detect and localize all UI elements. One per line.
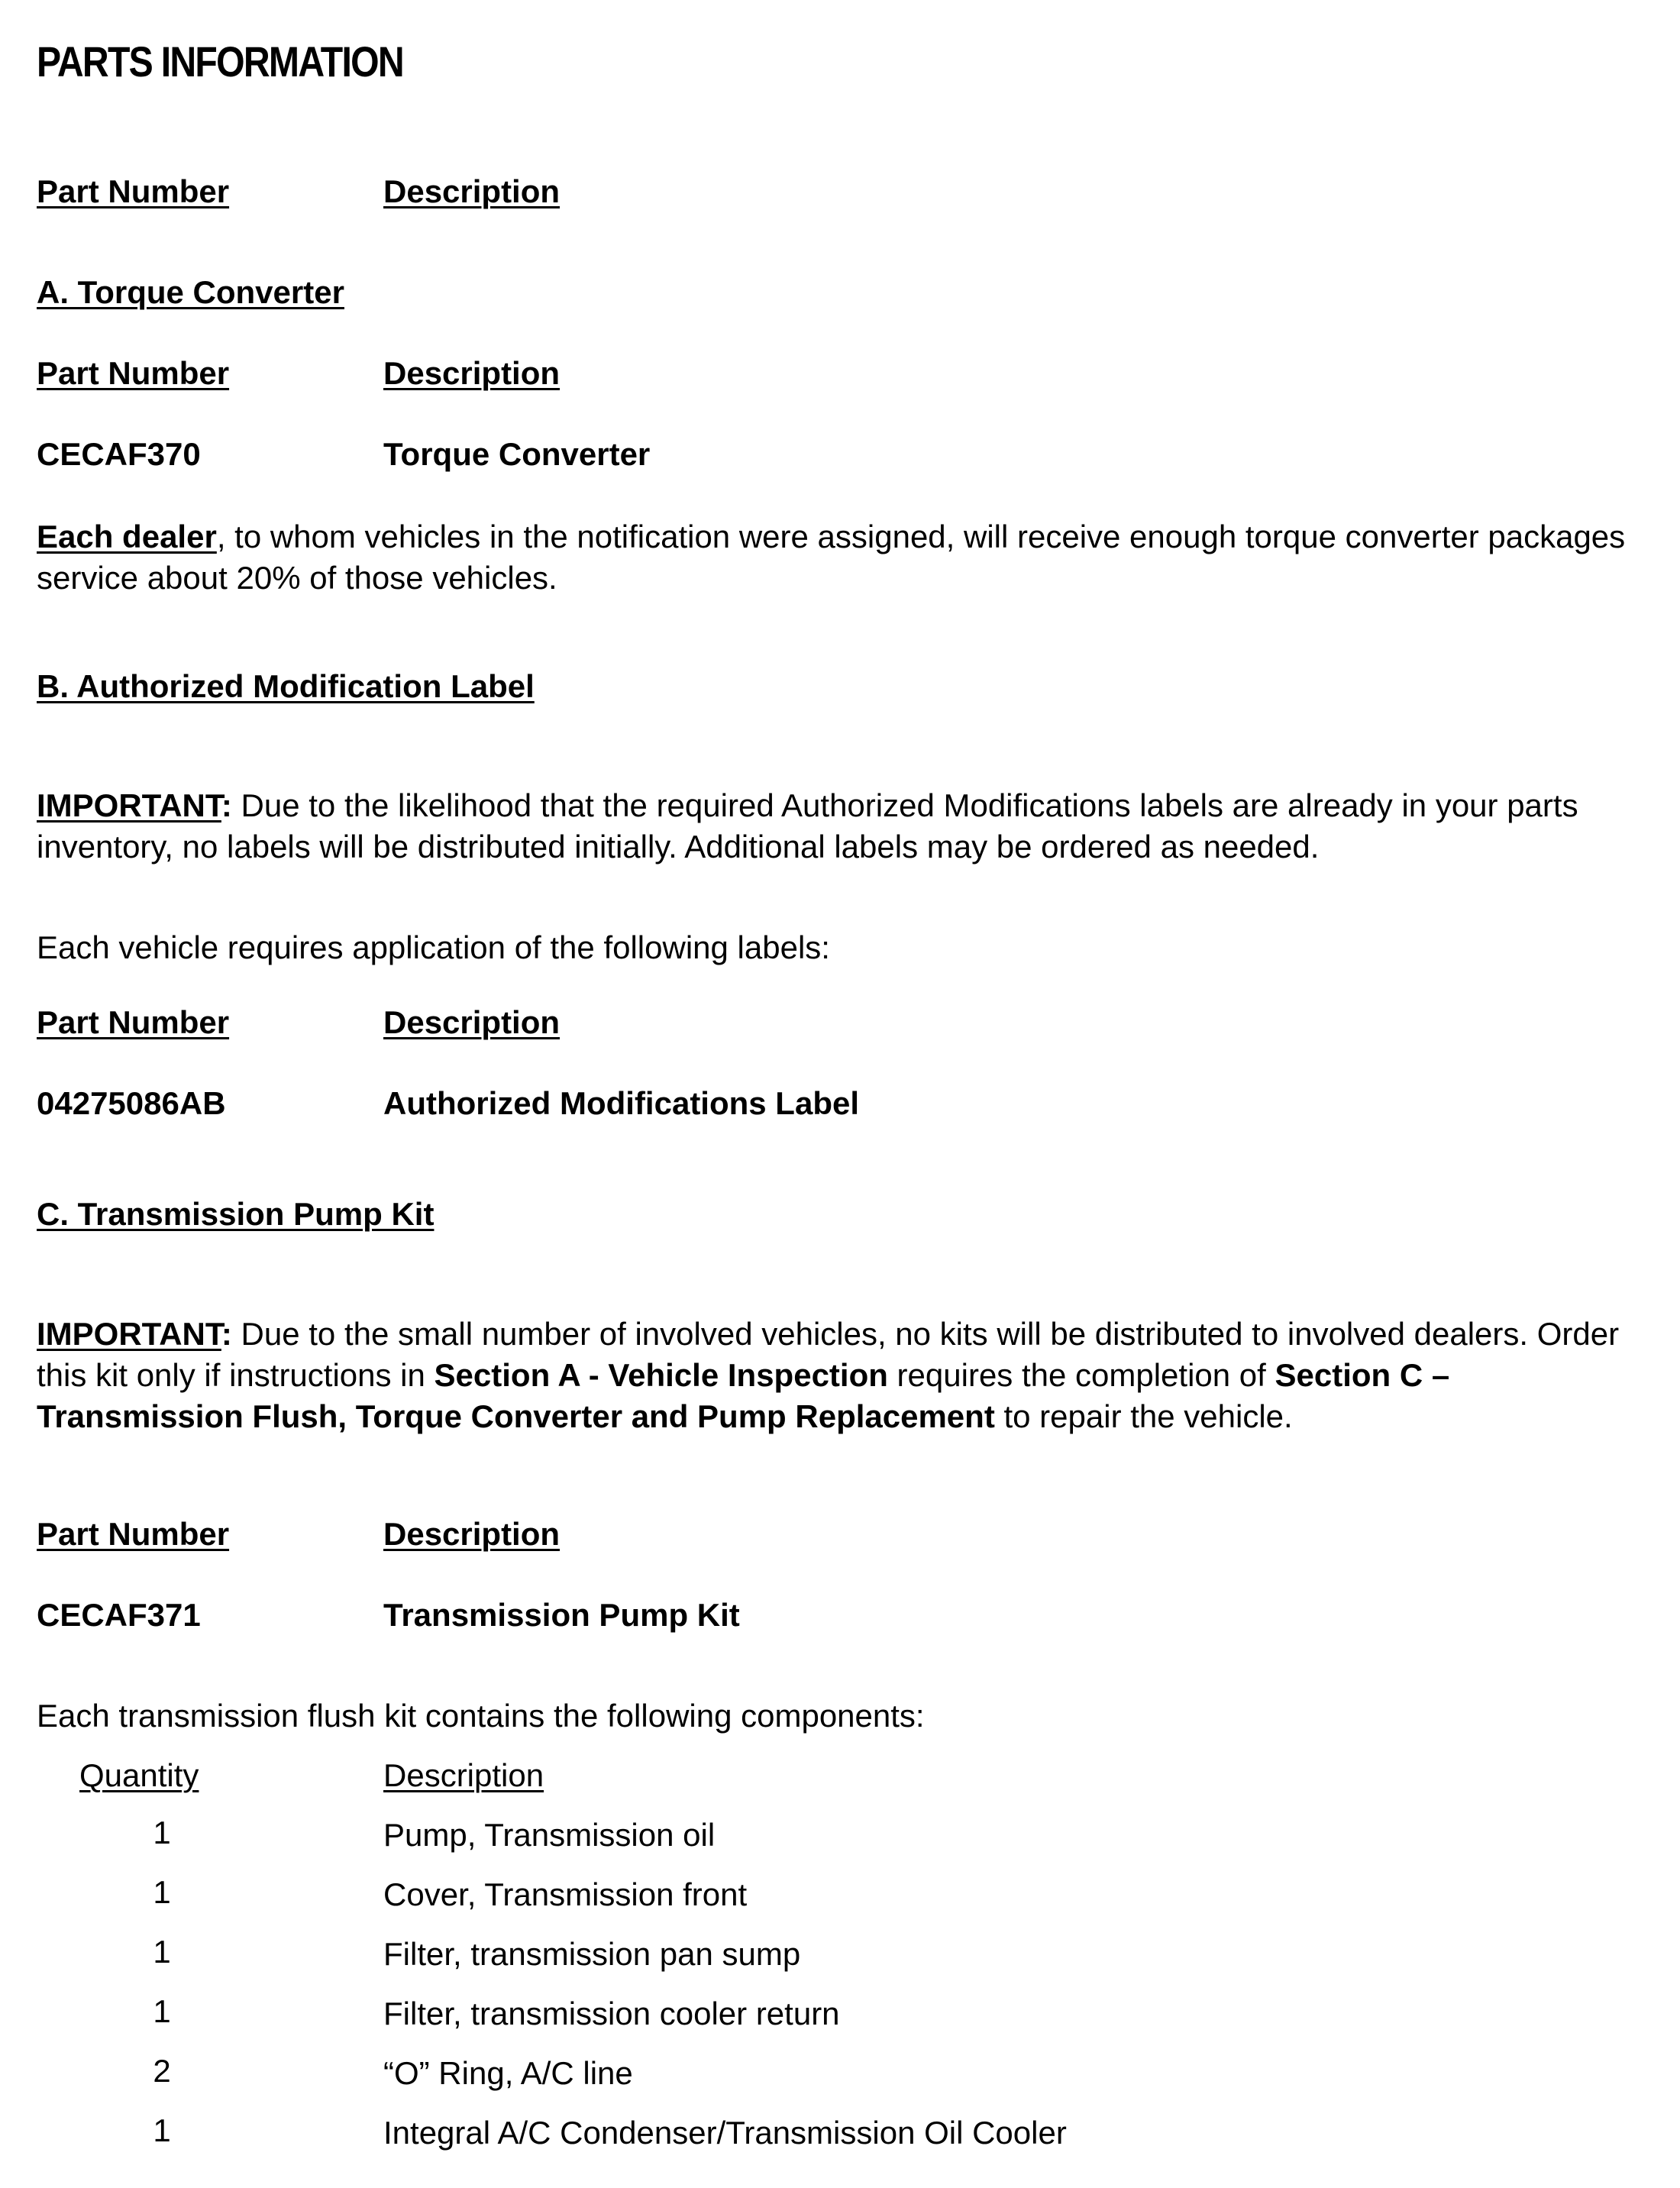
each-dealer-emphasis: Each dealer xyxy=(37,519,217,554)
important-colon: : xyxy=(221,787,232,823)
section-b-header-part-number: Part Number xyxy=(37,1004,230,1040)
top-header-description: Description xyxy=(383,173,561,209)
component-quantity: 1 xyxy=(153,1815,171,1850)
section-b-header-description: Description xyxy=(383,1004,561,1040)
section-c-heading: C. Transmission Pump Kit xyxy=(37,1196,435,1232)
component-description: Integral A/C Condenser/Transmission Oil Cooler xyxy=(383,2115,1067,2151)
component-description: Pump, Transmission oil xyxy=(383,1817,716,1853)
section-c-reference: Section C – Transmission Flush, Torque Converter and Pump Replacement xyxy=(37,1357,1450,1434)
component-description: “O” Ring, A/C line xyxy=(383,2055,633,2091)
important-label: IMPORTANT xyxy=(37,1316,221,1352)
section-a-part-number: CECAF370 xyxy=(37,436,201,472)
section-a-header-description: Description xyxy=(383,355,561,391)
top-header-part-number: Part Number xyxy=(37,173,230,209)
component-quantity: 1 xyxy=(153,1934,171,1970)
section-a-paragraph xyxy=(37,516,1648,599)
component-quantity: 1 xyxy=(153,1993,171,2029)
section-a-paragraph-text: , to whom vehicles in the notification were assigned, will receive enough torque converter packages service about 20% of those vehicles. xyxy=(37,519,1626,596)
component-description: Filter, transmission cooler return xyxy=(383,1996,840,2031)
section-a-heading: A. Torque Converter xyxy=(37,274,344,310)
section-c-part-number: CECAF371 xyxy=(37,1597,201,1633)
section-a-header-part-number: Part Number xyxy=(37,355,230,391)
section-c-intro: Each transmission flush kit contains the following components: xyxy=(37,1698,925,1734)
section-c-header-part-number: Part Number xyxy=(37,1516,230,1552)
section-c-important-text-1: Due to the small number of involved vehicles, no kits will be distributed to involved dealers. Order this kit only if instructions in xyxy=(37,1316,1620,1393)
components-header-quantity: Quantity xyxy=(79,1757,199,1793)
components-header-description: Description xyxy=(383,1757,544,1793)
component-description: Filter, transmission pan sump xyxy=(383,1936,801,1972)
section-b-part-number: 04275086AB xyxy=(37,1085,226,1121)
section-a-part-description: Torque Converter xyxy=(383,436,651,472)
section-c-important-text-2: requires the completion of xyxy=(887,1357,1275,1393)
section-b-heading: B. Authorized Modification Label xyxy=(37,668,535,704)
section-b-important xyxy=(37,785,1648,868)
section-c-important-text-3: to repair the vehicle. xyxy=(994,1398,1293,1434)
section-a-reference: Section A - Vehicle Inspection xyxy=(434,1357,888,1393)
section-b-part-description: Authorized Modifications Label xyxy=(383,1085,860,1121)
section-c-part-description: Transmission Pump Kit xyxy=(383,1597,740,1633)
section-b-important-text: Due to the likelihood that the required Authorized Modifications labels are already in your parts inventory, no labels will be distributed initially. Additional labels may be ordered as needed. xyxy=(37,787,1578,865)
component-quantity: 1 xyxy=(153,2112,171,2148)
important-label: IMPORTANT xyxy=(37,787,221,823)
section-b-intro: Each vehicle requires application of the following labels: xyxy=(37,929,830,965)
section-c-header-description: Description xyxy=(383,1516,561,1552)
section-c-important xyxy=(37,1314,1648,1437)
component-description: Cover, Transmission front xyxy=(383,1876,748,1912)
page-title: PARTS INFORMATION xyxy=(37,37,403,86)
component-quantity: 2 xyxy=(153,2053,171,2089)
component-quantity: 1 xyxy=(153,1874,171,1910)
important-colon: : xyxy=(221,1316,232,1352)
